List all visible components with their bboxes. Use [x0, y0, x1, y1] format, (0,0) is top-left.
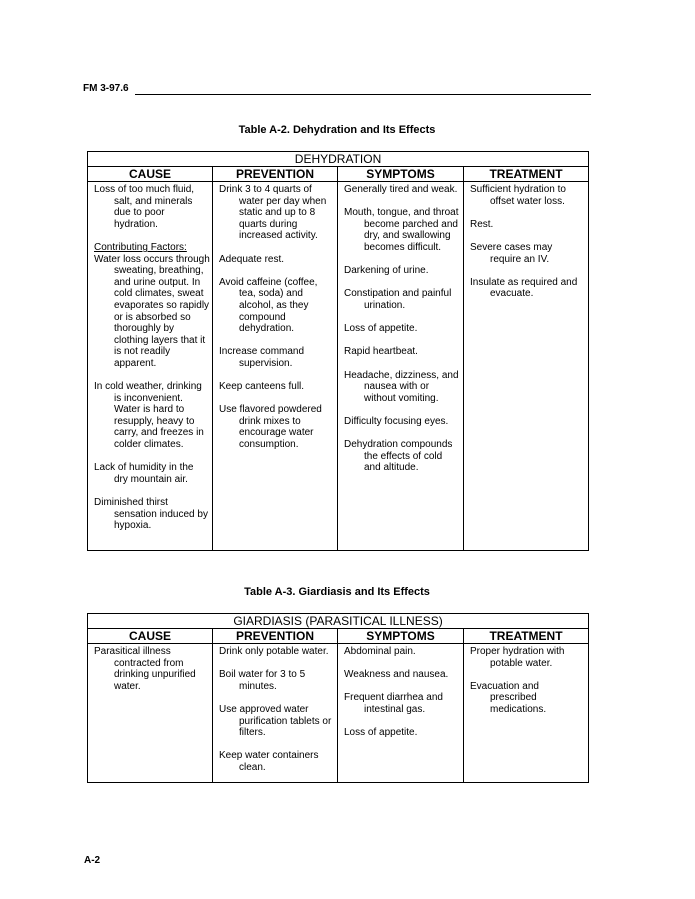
page-number: A-2 [84, 855, 101, 866]
prevention-entry: Boil water for 3 to 5 minutes. [219, 669, 306, 692]
symptom-entry: Headache, dizziness, and nausea with or without vomiting. [344, 369, 459, 404]
col-header-symptoms: SYMPTOMS [338, 629, 464, 644]
cause-entry: Loss of too much fluid, salt, and minerals due to poor hydration. [94, 184, 195, 230]
prevention-entry: Keep water containers clean. [219, 750, 319, 773]
symptoms-cell [338, 644, 464, 783]
prevention-entry: Drink 3 to 4 quarts of water per day when static and up to 8 quarts during increased activity. [219, 184, 327, 242]
treatment-cell [464, 182, 589, 551]
col-header-cause: CAUSE [88, 167, 213, 182]
col-header-treatment: TREATMENT [464, 167, 589, 182]
symptom-entry: Loss of appetite. [344, 323, 418, 335]
symptom-entry: Mouth, tongue, and throat become parched and dry, and swallowing becomes difficult. [344, 207, 459, 253]
cause-factor: In cold weather, drinking is inconvenient. Water is hard to resupply, heavy to carry, and freezes in colder climates. [94, 381, 204, 451]
col-header-prevention: PREVENTION [213, 167, 338, 182]
cause-cell [88, 182, 213, 551]
manual-code: FM 3-97.6 [83, 83, 133, 94]
prevention-entry: Use flavored powdered drink mixes to encourage water consumption. [219, 404, 322, 451]
dehydration-table [87, 151, 589, 551]
cause-factor: Water loss occurs through sweating, breathing, and urine output. In cold climates, sweat evaporates so rapidly or is absorbed so thoroughly by clothing layers that it is not readily apparent. [94, 253, 210, 369]
prevention-entry: Avoid caffeine (coffee, tea, soda) and alcohol, as they compound dehydration. [219, 276, 318, 335]
prevention-entry: Increase command supervision. [219, 346, 305, 369]
cause-factor: Diminished thirst sensation induced by hypoxia. [94, 497, 208, 532]
page-header [83, 83, 591, 97]
symptom-entry: Dehydration compounds the effects of cold and altitude. [344, 439, 453, 474]
symptom-entry: Rapid heartbeat. [344, 346, 418, 358]
symptom-entry: Frequent diarrhea and intestinal gas. [344, 692, 443, 715]
symptoms-cell [338, 182, 464, 551]
prevention-entry: Use approved water purification tablets or filters. [219, 703, 332, 739]
table-a3-caption: Table A-3. Giardiasis and Its Effects [244, 586, 430, 598]
symptom-entry: Weakness and nausea. [344, 669, 449, 681]
treatment-cell [464, 644, 589, 783]
col-header-symptoms: SYMPTOMS [338, 167, 464, 182]
treatment-entry: Proper hydration with potable water. [470, 646, 565, 669]
prevention-cell [213, 182, 338, 551]
symptom-entry: Abdominal pain. [344, 646, 416, 657]
header-rule [135, 94, 591, 95]
contributing-factors-label: Contributing Factors: [94, 241, 187, 253]
prevention-cell [213, 644, 338, 783]
cause-cell [88, 644, 213, 783]
treatment-entry: Evacuation and prescribed medications. [470, 680, 547, 715]
cause-factor: Lack of humidity in the dry mountain air. [94, 462, 194, 485]
prevention-entry: Adequate rest. [219, 253, 285, 265]
prevention-entry: Keep canteens full. [219, 381, 305, 393]
col-header-cause: CAUSE [88, 629, 213, 644]
treatment-entry: Rest. [470, 218, 494, 230]
symptom-entry: Darkening of urine. [344, 265, 429, 277]
treatment-entry: Sufficient hydration to offset water loss. [470, 184, 566, 207]
giardiasis-table [87, 613, 589, 783]
symptom-entry: Difficulty focusing eyes. [344, 415, 449, 427]
symptom-entry: Loss of appetite. [344, 727, 418, 739]
col-header-prevention: PREVENTION [213, 629, 338, 644]
treatment-entry: Insulate as required and evacuate. [470, 276, 578, 300]
table-a2-title: DEHYDRATION [88, 152, 589, 167]
cause-entry: Parasitical illness contracted from drinking unpurified water. [94, 646, 196, 692]
table-a3-title: GIARDIASIS (PARASITICAL ILLNESS) [88, 614, 589, 629]
col-header-treatment: TREATMENT [464, 629, 589, 644]
prevention-entry: Drink only potable water. [219, 646, 329, 657]
table-a2-caption: Table A-2. Dehydration and Its Effects [238, 124, 436, 136]
treatment-entry: Severe cases may require an IV. [470, 241, 553, 265]
symptom-entry: Generally tired and weak. [344, 184, 458, 195]
symptom-entry: Constipation and painful urination. [344, 288, 452, 311]
